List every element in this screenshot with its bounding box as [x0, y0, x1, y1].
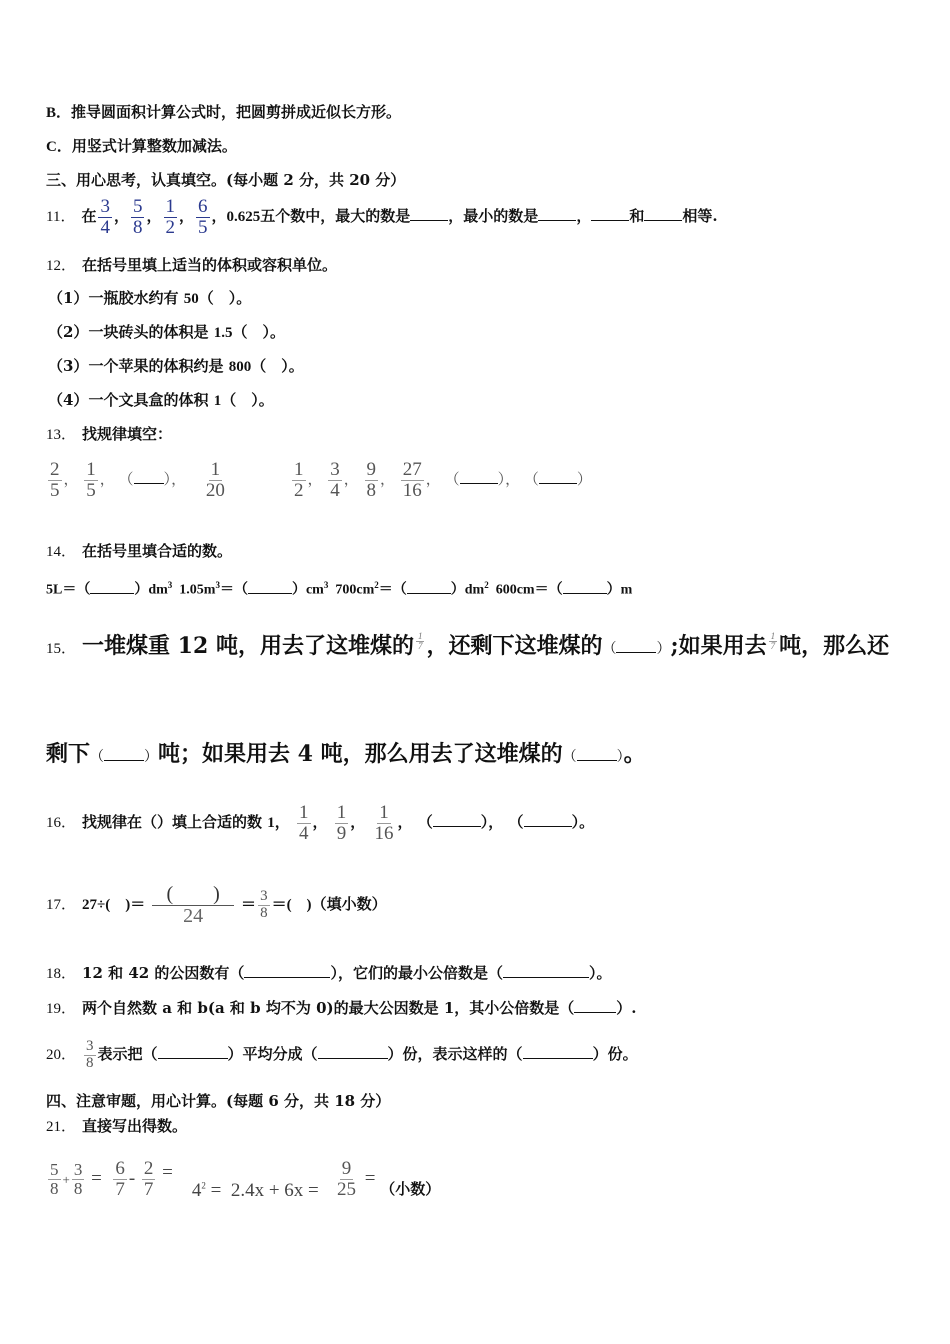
- fraction: $\frac{2}{5}$: [50, 459, 60, 502]
- expression-3: $4^2$ =: [191, 1180, 222, 1201]
- answer-blank[interactable]: [433, 812, 481, 827]
- question-number: 20．: [46, 1047, 77, 1063]
- answer-blank[interactable]: [539, 469, 577, 484]
- answer-blank[interactable]: [538, 206, 576, 221]
- answer-blank[interactable]: [244, 963, 330, 978]
- fraction: $\frac{1}{9}$: [336, 801, 347, 844]
- fraction: $\frac{5}{8}$: [50, 1160, 59, 1199]
- fraction: $\frac{1}{7}$: [417, 631, 423, 652]
- fraction: $\frac{1}{4}$: [299, 801, 309, 844]
- question-15-line-1: 15． 一堆煤重 12 吨，用去了这堆煤的 $\frac{1}{7}$ ，还剩下这堆煤的（ ）;如果用去 $\frac{1}{7}$ 吨，那么还: [46, 631, 890, 659]
- answer-blank[interactable]: [524, 812, 572, 827]
- fraction: $\frac{5}{8}$: [132, 195, 143, 238]
- option-text: 推导圆面积计算公式时，把圆剪拼成近似长方形。: [71, 103, 402, 121]
- answer-blank[interactable]: ( ): [152, 884, 233, 906]
- answer-blank[interactable]: （ ）。: [232, 323, 285, 341]
- answer-blank[interactable]: [644, 206, 682, 221]
- fraction: $\frac{9}{8}$: [366, 459, 377, 502]
- decimal-note: （小数）: [380, 1180, 441, 1198]
- answer-blank[interactable]: [523, 1044, 593, 1059]
- answer-blank[interactable]: [248, 579, 292, 594]
- question-number: 14．: [46, 544, 77, 560]
- answer-blank[interactable]: [104, 746, 144, 761]
- option-c: [46, 136, 237, 157]
- fraction: $\frac{3}{4}$: [100, 195, 110, 238]
- answer-blank[interactable]: [410, 206, 448, 221]
- answer-blank[interactable]: [591, 206, 629, 221]
- answer-blank[interactable]: （ ）。: [251, 357, 304, 375]
- option-text: 用竖式计算整数加减法。: [71, 137, 237, 155]
- question-18: 18． 12 和 42 的公因数有（ ），它们的最小公倍数是（ ）。: [46, 964, 612, 982]
- q14-conversions: 5L＝（ ）$dm^3$ $1.05m^3=$（ ）$cm^3$ $700cm^2=$（ ）$dm^2$ 600cm＝（ ）m: [46, 580, 633, 598]
- question-number: 12．: [46, 258, 77, 274]
- q12-item-1: （1）一瓶胶水约有 50（ ）。: [48, 289, 252, 307]
- text: 在: [81, 207, 97, 225]
- fraction: $\frac{1}{2}$: [165, 195, 175, 238]
- answer-blank[interactable]: [318, 1044, 388, 1059]
- option-label: B．: [46, 105, 72, 121]
- option-label: C．: [46, 139, 72, 155]
- fraction: $\frac{9}{25}$: [337, 1158, 357, 1201]
- q13-sequence-2: $\frac{1}{2}$ ， $\frac{3}{4}$ ， $\frac{9}{8}$ ， $\frac{27}{16}$ ， （ ）， （ ）: [294, 459, 592, 502]
- q12-item-3: （3）一个苹果的体积约是 800（ ）。: [48, 357, 304, 375]
- fraction: $\frac{3}{8}$: [86, 1037, 94, 1071]
- question-number: 13．: [46, 427, 77, 443]
- answer-blank[interactable]: （ ）。: [198, 289, 252, 307]
- q13-sequence-1: $\frac{2}{5}$ ， $\frac{1}{5}$ ， （ ）， $\frac{1}{20}$: [50, 459, 225, 502]
- section-3-heading: 三、用心思考，认真填空。(每小题 2 分，共 20 分）: [46, 171, 406, 189]
- fraction: $\frac{( )}{24}$: [152, 884, 233, 927]
- question-19: 19． 两个自然数 a 和 b(a 和 b 均不为 0)的最大公因数是 1，其小公倍数是（ ）.: [46, 999, 637, 1017]
- question-number: 19．: [46, 1001, 77, 1017]
- answer-blank[interactable]: [158, 1044, 228, 1059]
- question-21: 21． 直接写出得数。: [46, 1117, 188, 1135]
- question-17: 17． 27÷( )＝ $\frac{( )}{24}$ ＝ $\frac{3}{8}$ ＝( )（填小数）: [46, 882, 387, 927]
- answer-blank[interactable]: [563, 579, 607, 594]
- fraction: $\frac{27}{16}$: [402, 459, 422, 502]
- answer-blank[interactable]: [574, 998, 616, 1013]
- fraction: $\frac{1}{7}$: [770, 631, 776, 652]
- q21-expressions: [46, 1148, 440, 1216]
- question-number: 15．: [46, 641, 77, 657]
- expression-4: 2.4x + 6x =: [230, 1180, 319, 1201]
- fraction: $\frac{1}{20}$: [205, 459, 225, 502]
- answer-blank[interactable]: [134, 469, 164, 484]
- question-number: 11．: [46, 209, 76, 225]
- fraction: $\frac{3}{4}$: [330, 459, 340, 502]
- question-number: 21．: [46, 1119, 77, 1135]
- answer-blank[interactable]: [577, 746, 617, 761]
- fraction: $\frac{2}{7}$: [143, 1158, 154, 1201]
- expression-1: $\frac{5}{8}$ + $\frac{3}{8}$ =: [50, 1160, 102, 1199]
- expression-2: $\frac{6}{7}$ - $\frac{2}{7}$ =: [115, 1158, 173, 1201]
- question-13: 13． 找规律填空：: [46, 425, 173, 443]
- answer-blank[interactable]: [503, 963, 589, 978]
- question-number: 16．: [46, 815, 77, 831]
- option-b: [46, 102, 401, 123]
- question-12: 12． 在括号里填上适当的体积或容积单位。: [46, 256, 338, 274]
- question-20: 20． $\frac{3}{8}$ 表示把（ ）平均分成（ ）份，表示这样的（ ）份。: [46, 1037, 638, 1071]
- question-number: 18．: [46, 966, 77, 982]
- answer-blank[interactable]: [407, 579, 451, 594]
- fraction: $\frac{3}{8}$: [260, 887, 268, 921]
- question-16: 16． 找规律在（）填上合适的数 1， $\frac{1}{4}$ ， $\frac{1}{9}$ ， $\frac{1}{16}$ ， （ ）， （ ）。: [46, 801, 595, 844]
- question-11: 11． 在 $\frac{3}{4}$ ， $\frac{5}{8}$ ， $\frac{1}{2}$ ， $\frac{6}{5}$ ，0.625五个数中，最大的数是 ，最小的数是 ， 和 相等.: [46, 195, 718, 238]
- answer-blank[interactable]: [90, 579, 134, 594]
- question-15-line-2: 剩下（ ）吨；如果用去 4 吨，那么用去了这堆煤的（ ）。: [46, 741, 646, 767]
- fraction: $\frac{6}{5}$: [198, 195, 208, 238]
- question-14: 14． 在括号里填合适的数。: [46, 542, 233, 560]
- answer-blank[interactable]: [616, 638, 656, 653]
- section-4-heading: 四、注意审题，用心计算。(每题 6 分，共 18 分）: [46, 1092, 391, 1110]
- answer-blank[interactable]: [460, 469, 498, 484]
- answer-blank[interactable]: （ ）。: [221, 391, 274, 409]
- fraction: $\frac{6}{7}$: [115, 1158, 125, 1201]
- q12-item-4: （4）一个文具盒的体积 1（ ）。: [48, 391, 274, 409]
- expression-5: $\frac{9}{25}$ =: [337, 1158, 376, 1201]
- fraction: $\frac{1}{2}$: [294, 459, 304, 502]
- answer-blank[interactable]: ＝( ): [271, 897, 312, 913]
- fraction: $\frac{3}{8}$: [73, 1160, 83, 1199]
- fraction: $\frac{1}{5}$: [86, 459, 96, 502]
- question-number: 17．: [46, 897, 77, 913]
- fraction: $\frac{1}{16}$: [374, 801, 394, 844]
- q12-item-2: （2）一块砖头的体积是 1.5（ ）。: [48, 323, 285, 341]
